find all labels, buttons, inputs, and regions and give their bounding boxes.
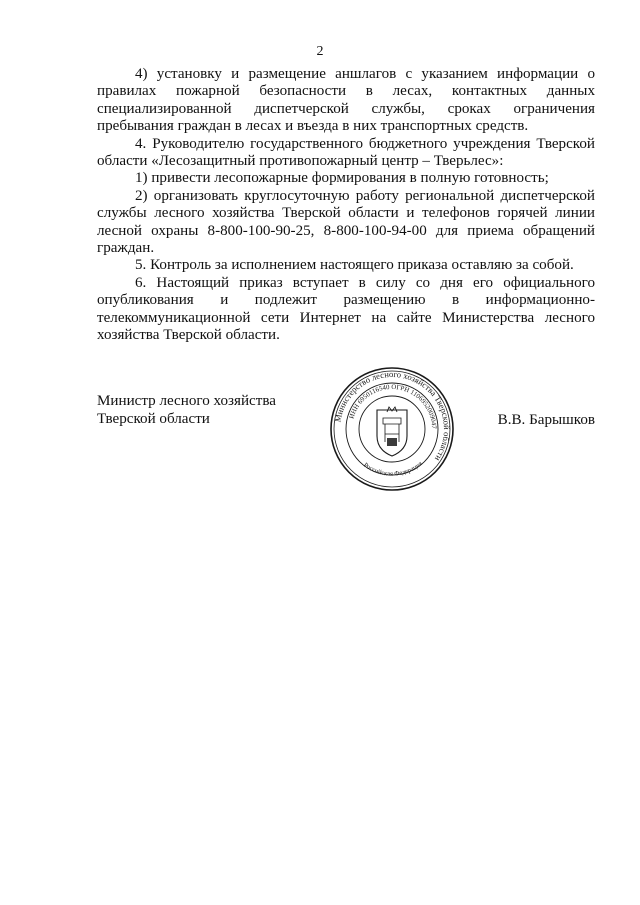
- signatory-title-line-1: Министр лесного хозяйства: [97, 393, 276, 409]
- page-number: 2: [316, 44, 324, 59]
- paragraph-item-4: 4. Руководителю государственного бюджетного учреждения Тверской области «Лесозащитный противопожарный центр – Тверьлес»:: [97, 135, 595, 170]
- seal-outer-text: Министерство лесного хозяйства Тверской области: [332, 368, 453, 464]
- document-body: [97, 66, 595, 345]
- paragraph-item-6: 6. Настоящий приказ вступает в силу со дня его официального опубликования и подлежит размещению в информационно-телекоммуникационной сети Интернет на сайте Министерства лесного хозяйства Тверской области.: [97, 274, 595, 344]
- paragraph-posters: 4) установку и размещение аншлагов с указанием информации о правилах пожарной безопасности в лесах, контактных данных специализированной диспетчерской службы, сроках ограничения пребывания граждан в лесах и въезда в них транспортных средств.: [97, 66, 595, 135]
- paragraph-subitem-1: 1) привести лесопожарные формирования в полную готовность;: [135, 170, 549, 187]
- paragraph-item-5: 5. Контроль за исполнением настоящего приказа оставляю за собой.: [135, 257, 574, 274]
- seal-inner-text: ИНН 6950116540 ОГРН 1106952009047: [348, 383, 438, 429]
- paragraph-subitem-2: 2) организовать круглосуточную работу региональной диспетчерской службы лесного хозяйства Тверской области и телефонов горячей линии лесной охраны 8-800-100-90-25, 8-800-100-94-00 для приема обращений граждан.: [97, 187, 595, 257]
- signatory-title-line-2: Тверской области: [97, 411, 210, 427]
- signatory-name: В.В. Барышков: [497, 412, 595, 428]
- coat-of-arms-icon: [377, 407, 407, 456]
- official-seal-icon: [327, 364, 457, 494]
- signatory-title: [97, 392, 317, 428]
- signature-block: [97, 368, 595, 502]
- seal-bottom-text: Российская Федерация: [362, 460, 424, 478]
